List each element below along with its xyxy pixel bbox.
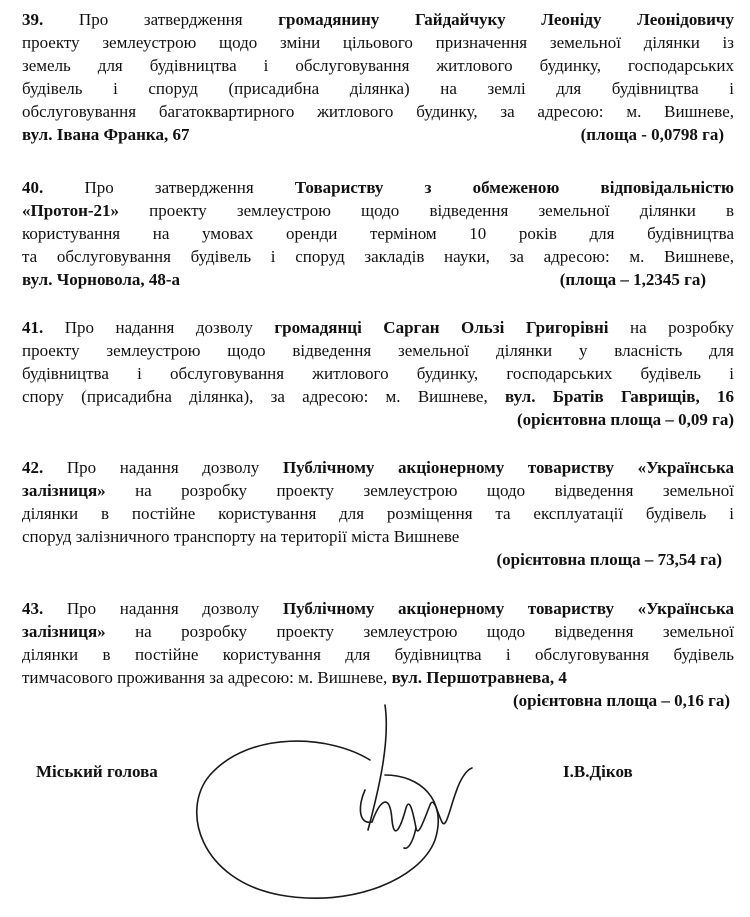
item-line (22, 199, 734, 222)
item-text: Про затвердження (84, 178, 295, 197)
recipient-name: залізниця» (22, 481, 106, 500)
item-line: проекту землеустрою щодо зміни цільового призначення земельної ділянки із (22, 33, 734, 52)
decision-item-42 (22, 456, 734, 571)
item-line (22, 8, 734, 31)
item-line (22, 385, 734, 408)
address: вул. Чорновола, 48-а (22, 270, 181, 289)
area: (площа - 0,0798 га) (580, 125, 724, 144)
item-line: земель для будівництва і обслуговування житлового будинку, господарських (22, 56, 734, 75)
item-text: Про затвердження (78, 10, 279, 29)
item-text: спору (присадибна ділянка), за адресою: м. Вишневе, (22, 387, 505, 406)
signatory-title: Міський голова (36, 762, 158, 781)
item-number: 39. (22, 10, 44, 29)
item-line (22, 479, 734, 502)
address: вул. Братів Гаврищів, 16 (504, 387, 735, 406)
item-line (22, 548, 734, 571)
item-line: проекту землеустрою щодо відведення земельної ділянки у власність для (22, 341, 734, 360)
item-text: проекту землеустрою щодо відведення земельної ділянки в (119, 201, 734, 220)
address: вул. Івана Франка, 67 (22, 125, 190, 144)
item-line: будівель і споруд (присадибна ділянка) на землі для будівництва і (22, 79, 734, 98)
item-line (22, 316, 734, 339)
item-text: Про надання дозволу (64, 318, 275, 337)
item-number: 43. (22, 599, 44, 618)
area: (площа – 1,2345 га) (559, 270, 706, 289)
recipient-name: Товариству з обмеженою відповідальністю (294, 178, 735, 197)
item-number: 41. (22, 318, 44, 337)
recipient-name: «Протон-21» (22, 201, 120, 220)
item-text: Про надання дозволу (66, 599, 283, 618)
decision-item-40 (22, 176, 734, 291)
item-text: на розробку проекту землеустрою щодо відведення земельної (105, 481, 734, 500)
area: (орієнтовна площа – 0,16 га) (513, 691, 730, 710)
recipient-name: Публічному акціонерному товариству «Українська (282, 458, 735, 477)
signatory-name: І.В.Діков (563, 762, 633, 781)
item-line (22, 123, 734, 146)
item-line (22, 268, 734, 291)
area: (орієнтовна площа – 0,09 га) (517, 410, 734, 429)
decision-item-39 (22, 8, 734, 146)
recipient-name: громадянці Сарган Ользі Григорівні (274, 318, 609, 337)
recipient-name: Публічному акціонерному товариству «Українська (282, 599, 735, 618)
item-text: на розробку (608, 318, 735, 337)
item-line: користування на умовах оренди терміном 10 років для будівництва (22, 224, 734, 243)
address: вул. Першотравнева, 4 (391, 668, 567, 687)
item-line: ділянки в постійне користування для розміщення та експлуатації будівель і (22, 504, 734, 523)
item-text: Про надання дозволу (66, 458, 283, 477)
item-text: тимчасового проживання за адресою: м. Вишневе, (22, 668, 392, 687)
handwritten-signature (180, 680, 480, 910)
item-line: обслуговування багатоквартирного житлового будинку, за адресою: м. Вишневе, (22, 102, 734, 121)
item-number: 42. (22, 458, 44, 477)
item-line: та обслуговування будівель і споруд закладів науки, за адресою: м. Вишневе, (22, 247, 734, 266)
item-line: ділянки в постійне користування для будівництва і обслуговування будівель (22, 645, 734, 664)
decision-item-41 (22, 316, 734, 431)
item-line (22, 176, 734, 199)
item-line (22, 597, 734, 620)
item-line (22, 408, 734, 431)
item-line (22, 456, 734, 479)
area: (орієнтовна площа – 73,54 га) (496, 550, 722, 569)
item-number: 40. (22, 178, 44, 197)
item-line: споруд залізничного транспорту на території міста Вишневе (22, 527, 460, 546)
item-text: на розробку проекту землеустрою щодо відведення земельної (105, 622, 734, 641)
recipient-name: залізниця» (22, 622, 106, 641)
recipient-name: громадянину Гайдайчуку Леоніду Леонідовичу (278, 10, 735, 29)
item-line: будівництва і обслуговування житлового будинку, господарських будівель і (22, 364, 734, 383)
item-line (22, 620, 734, 643)
